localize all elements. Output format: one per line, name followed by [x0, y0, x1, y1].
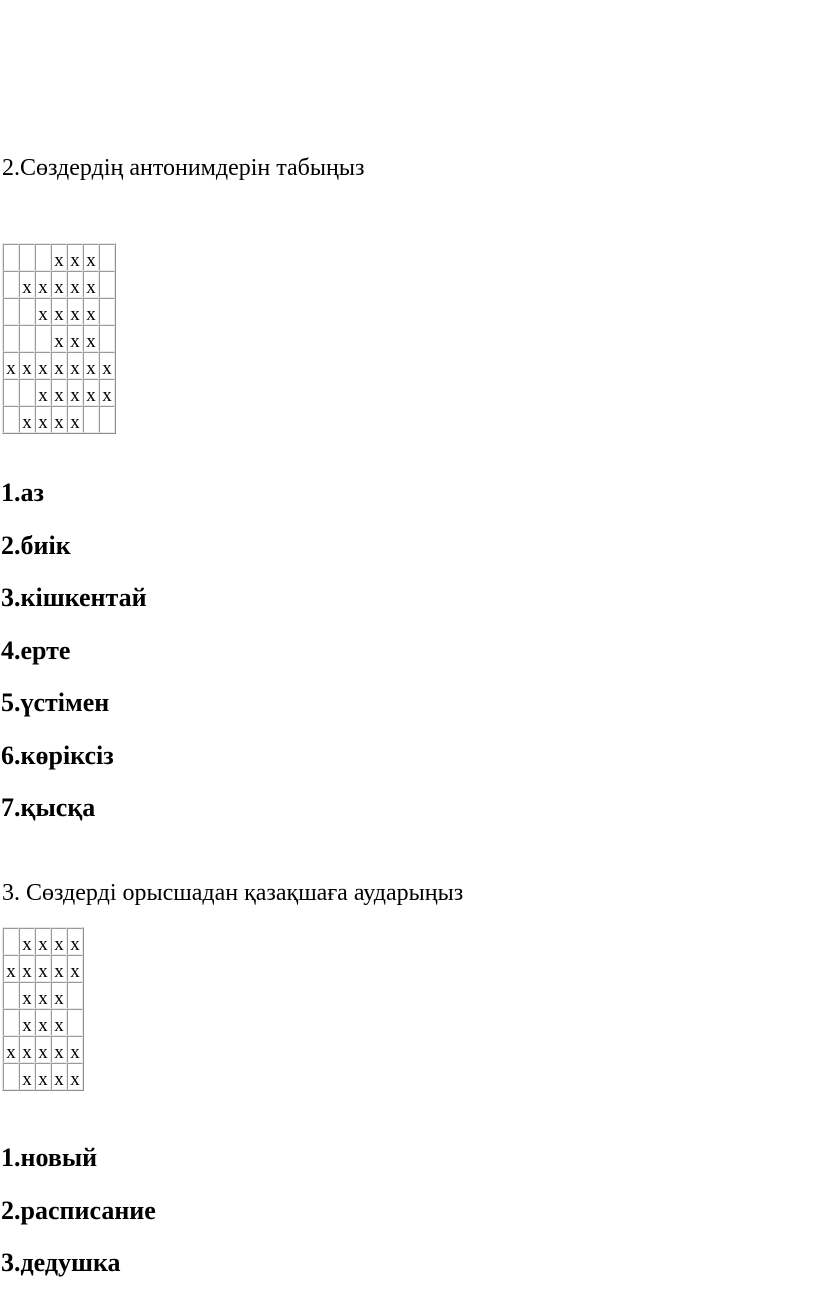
grid-row	[3, 271, 115, 298]
grid-row	[3, 928, 83, 955]
grid-cell-empty	[19, 298, 35, 325]
grid-cell-marked: x	[67, 1063, 83, 1090]
grid-cell-marked: x	[35, 1036, 51, 1063]
grid-cell-marked: x	[67, 325, 83, 352]
grid-cell-empty	[99, 244, 115, 271]
grid-cell-marked: x	[67, 379, 83, 406]
grid-cell-empty	[83, 406, 99, 433]
grid-cell-marked: x	[83, 379, 99, 406]
grid-cell-marked: x	[35, 982, 51, 1009]
grid-cell-marked: x	[51, 928, 67, 955]
word-item: 3.кішкентай	[1, 583, 147, 612]
grid-cell-marked: x	[51, 379, 67, 406]
grid-cell-empty	[3, 298, 19, 325]
grid-cell-empty	[19, 325, 35, 352]
grid-cell-empty	[99, 271, 115, 298]
grid-cell-marked: x	[19, 928, 35, 955]
grid-row	[3, 298, 115, 325]
grid-row	[3, 1063, 83, 1090]
grid-row	[3, 406, 115, 433]
grid-cell-empty	[99, 325, 115, 352]
grid-cell-marked: x	[67, 955, 83, 982]
grid-cell-marked: x	[19, 955, 35, 982]
grid-cell-empty	[35, 325, 51, 352]
grid-cell-marked: x	[67, 298, 83, 325]
grid-cell-marked: x	[83, 325, 99, 352]
grid-cell-empty	[3, 928, 19, 955]
grid-cell-empty	[67, 1009, 83, 1036]
grid-row	[3, 1009, 83, 1036]
grid-row	[3, 982, 83, 1009]
grid-row	[3, 955, 83, 982]
grid-row	[3, 1036, 83, 1063]
grid-cell-empty	[3, 406, 19, 433]
grid-cell-marked: x	[19, 271, 35, 298]
grid-cell-marked: x	[35, 271, 51, 298]
word-item: 7.қысқа	[1, 793, 96, 822]
grid-cell-marked: x	[51, 406, 67, 433]
grid-cell-marked: x	[83, 352, 99, 379]
grid-cell-marked: x	[35, 1009, 51, 1036]
grid-cell-marked: x	[83, 244, 99, 271]
section-3-heading: 3. Сөздерді орысшадан қазақшаға аударыңыз	[2, 880, 464, 906]
grid-cell-marked: x	[35, 352, 51, 379]
crossword-grid-translation	[2, 927, 84, 1091]
grid-cell-marked: x	[51, 1036, 67, 1063]
grid-cell-marked: x	[35, 379, 51, 406]
grid-cell-marked: x	[51, 325, 67, 352]
word-item: 1.аз	[1, 478, 44, 507]
grid-cell-marked: x	[19, 352, 35, 379]
grid-cell-marked: x	[99, 379, 115, 406]
word-item: 6.көріксіз	[1, 740, 114, 770]
grid-cell-empty	[3, 1009, 19, 1036]
grid-row	[3, 244, 115, 271]
grid-cell-marked: x	[51, 352, 67, 379]
grid-cell-marked: x	[83, 298, 99, 325]
word-item: 2.расписание	[1, 1195, 156, 1225]
word-item: 3.дедушка	[1, 1248, 121, 1277]
grid-cell-empty	[67, 982, 83, 1009]
grid-cell-marked: x	[67, 928, 83, 955]
word-item: 1.новый	[1, 1143, 98, 1172]
grid-cell-marked: x	[83, 271, 99, 298]
grid-cell-marked: x	[67, 244, 83, 271]
grid-cell-empty	[35, 244, 51, 271]
grid-cell-marked: x	[35, 955, 51, 982]
grid-cell-empty	[3, 271, 19, 298]
grid-cell-marked: x	[67, 1036, 83, 1063]
grid-cell-empty	[3, 325, 19, 352]
translation-word-list	[1, 1141, 156, 1299]
grid-cell-empty	[99, 298, 115, 325]
grid-row	[3, 352, 115, 379]
grid-cell-marked: x	[3, 352, 19, 379]
grid-cell-marked: x	[67, 352, 83, 379]
grid-cell-marked: x	[3, 955, 19, 982]
grid-cell-empty	[3, 1063, 19, 1090]
grid-cell-marked: x	[51, 1063, 67, 1090]
grid-cell-marked: x	[51, 982, 67, 1009]
grid-cell-marked: x	[51, 271, 67, 298]
grid-cell-marked: x	[35, 1063, 51, 1090]
grid-cell-empty	[3, 982, 19, 1009]
grid-cell-empty	[3, 244, 19, 271]
grid-cell-marked: x	[67, 406, 83, 433]
grid-cell-marked: x	[19, 406, 35, 433]
grid-cell-marked: x	[67, 271, 83, 298]
word-item: 4.ерте	[1, 635, 71, 665]
grid-cell-marked: x	[51, 298, 67, 325]
grid-cell-empty	[3, 379, 19, 406]
grid-cell-marked: x	[51, 955, 67, 982]
grid-cell-empty	[99, 406, 115, 433]
grid-cell-marked: x	[19, 1036, 35, 1063]
grid-cell-marked: x	[35, 406, 51, 433]
grid-row	[3, 379, 115, 406]
grid-cell-marked: x	[19, 982, 35, 1009]
grid-cell-empty	[19, 379, 35, 406]
antonym-word-list	[1, 476, 147, 844]
word-item: 5.үстімен	[1, 688, 110, 717]
grid-cell-marked: x	[19, 1009, 35, 1036]
grid-cell-marked: x	[51, 244, 67, 271]
grid-cell-marked: x	[35, 928, 51, 955]
grid-cell-marked: x	[3, 1036, 19, 1063]
section-2-heading: 2.Сөздердің антонимдерін табыңыз	[2, 155, 365, 181]
grid-cell-marked: x	[51, 1009, 67, 1036]
grid-row	[3, 325, 115, 352]
grid-cell-marked: x	[35, 298, 51, 325]
crossword-grid-antonyms	[2, 243, 116, 434]
grid-cell-empty	[19, 244, 35, 271]
word-item: 2.биік	[1, 530, 71, 560]
grid-cell-marked: x	[19, 1063, 35, 1090]
grid-cell-marked: x	[99, 352, 115, 379]
